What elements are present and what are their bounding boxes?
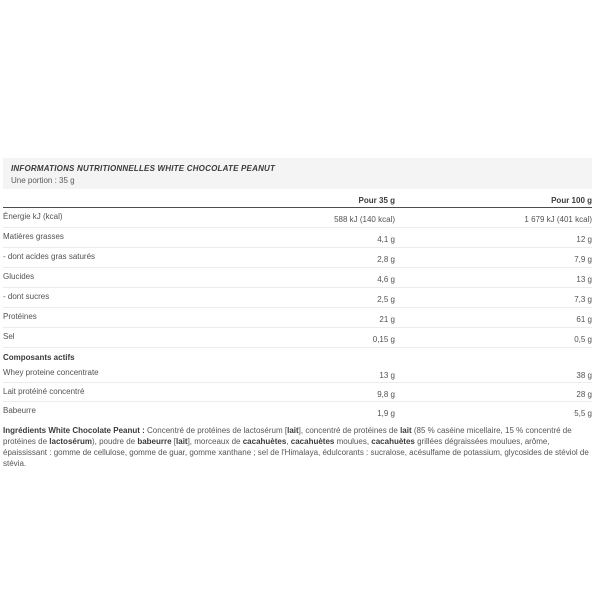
row-value: 2,8 g: [377, 255, 395, 264]
nutrition-section: [3, 158, 592, 477]
row-label: - dont sucres: [3, 292, 50, 301]
row-value: 1,9 g: [377, 409, 395, 418]
table-row: [3, 402, 592, 420]
empty-header-cell: [3, 192, 195, 207]
row-label: Lait protéiné concentré: [3, 387, 85, 396]
table-row: [3, 268, 592, 288]
ingredient-text: ], morceaux de: [187, 437, 243, 446]
table-row: [3, 364, 592, 383]
ingredient-text: (85 % caséine micellaire, 15 % concentré de protéines de: [3, 426, 572, 446]
ingredient-bold-text: lait: [176, 437, 188, 446]
table-row: [3, 248, 592, 268]
row-label: Babeurre: [3, 406, 36, 415]
row-value: 0,5 g: [574, 335, 592, 344]
row-value: 13 g: [576, 275, 592, 284]
row-value: 7,3 g: [574, 295, 592, 304]
nutrition-table: [3, 192, 592, 420]
ingredient-bold-text: lait: [287, 426, 299, 435]
row-value: 4,6 g: [377, 275, 395, 284]
column-header-per-100g: Pour 100 g: [551, 196, 592, 205]
ingredient-bold-text: cacahuètes: [242, 437, 287, 446]
ingredient-text: ), poudre de: [91, 437, 138, 446]
row-label: Whey proteine concentrate: [3, 368, 99, 377]
row-value: 5,5 g: [574, 409, 592, 418]
ingredient-text: Concentré de protéines de lactosérum [: [147, 426, 288, 435]
row-value: 12 g: [576, 235, 592, 244]
row-value: 28 g: [576, 390, 592, 399]
section-header-row: [3, 348, 592, 364]
table-row: [3, 208, 592, 228]
section-header-label: Composants actifs: [3, 353, 75, 362]
row-value: 21 g: [379, 315, 395, 324]
ingredient-text: moulues,: [334, 437, 372, 446]
ingredient-text: ,: [286, 437, 291, 446]
table-header-row: [3, 192, 592, 208]
row-value: 588 kJ (140 kcal): [334, 215, 395, 224]
table-row: [3, 308, 592, 328]
portion-size-text: Une portion : 35 g: [11, 176, 75, 185]
ingredient-text: [: [171, 437, 177, 446]
row-value: 0,15 g: [372, 335, 395, 344]
ingredient-bold-text: cacahuètes: [371, 437, 415, 446]
ingredients-paragraph: [3, 425, 592, 469]
row-label: Glucides: [3, 272, 35, 281]
row-label: Protéines: [3, 312, 37, 321]
ingredient-text: grillées dégraissées moulues, arôme, épaississant : gomme de cellulose, gomme de guar, gomme xanthane ; sel de l'Himalaya, édulcorants : sucralose, acésulfame de potassium, glycosides de stéviol de stévia.: [3, 437, 589, 468]
row-value: 9,8 g: [377, 390, 395, 399]
ingredient-bold-text: cacahuètes: [290, 437, 335, 446]
nutrition-table-body: [3, 208, 592, 420]
row-label: Énergie kJ (kcal): [3, 212, 63, 221]
row-value: 1 679 kJ (401 kcal): [524, 215, 592, 224]
column-header-per-35g: Pour 35 g: [358, 196, 395, 205]
nutrition-header-band: [3, 158, 592, 189]
row-label: Sel: [3, 332, 15, 341]
row-label: Matières grasses: [3, 232, 64, 241]
row-value: 4,1 g: [377, 235, 395, 244]
row-value: 7,9 g: [574, 255, 592, 264]
ingredient-bold-text: lactosérum: [49, 437, 92, 446]
ingredient-text: ], concentré de protéines de: [298, 426, 401, 435]
row-value: 13 g: [379, 371, 395, 380]
table-row: [3, 288, 592, 308]
ingredient-bold-text: babeurre: [137, 437, 172, 446]
table-row: [3, 328, 592, 348]
row-value: 2,5 g: [377, 295, 395, 304]
row-value: 61 g: [576, 315, 592, 324]
ingredient-bold-text: lait: [400, 426, 412, 435]
row-value: 38 g: [576, 371, 592, 380]
ingredient-bold-text: Ingrédients White Chocolate Peanut :: [3, 426, 148, 435]
table-row: [3, 383, 592, 402]
nutrition-title: INFORMATIONS NUTRITIONNELLES WHITE CHOCOLATE PEANUT: [11, 164, 276, 173]
table-row: [3, 228, 592, 248]
row-label: - dont acides gras saturés: [3, 252, 96, 261]
